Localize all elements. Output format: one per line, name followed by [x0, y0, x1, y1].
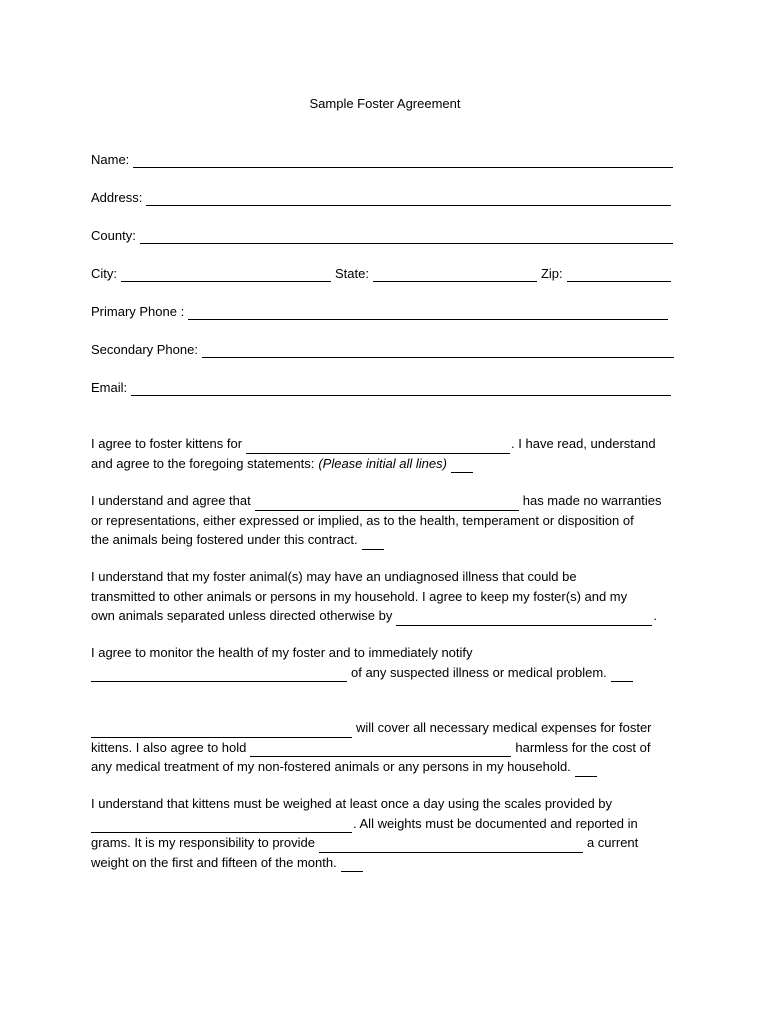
- p5-line2-text: kittens. I also agree to hold: [91, 739, 247, 755]
- secondary-phone-input-line[interactable]: [202, 345, 674, 358]
- p1-text: I agree to foster kittens for: [91, 436, 243, 451]
- weight-org-blank[interactable]: [319, 839, 583, 853]
- p1-text-end: . I have read, understand: [511, 436, 656, 451]
- p2-text: I understand and agree that: [91, 493, 251, 508]
- foster-org-blank[interactable]: [246, 440, 510, 454]
- p2-line2-text: or representations, either expressed or implied, as to the health, temperament or disposition of: [91, 512, 634, 528]
- address-field: [91, 190, 671, 206]
- name-label: Name:: [91, 152, 130, 167]
- medical-org-blank[interactable]: [91, 724, 352, 738]
- paragraph-monitor-health: [91, 643, 686, 682]
- primary-phone-field: [91, 304, 668, 320]
- p4-line1-text: I agree to monitor the health of my foster and to immediately notify: [91, 645, 473, 660]
- initial-blank-1[interactable]: [451, 459, 473, 473]
- p6-line1-text: I understand that kittens must be weighed at least once a day using the scales provided by: [91, 796, 613, 811]
- p4-line2-text: of any suspected illness or medical problem.: [351, 664, 607, 680]
- initial-blank-4[interactable]: [575, 763, 597, 777]
- city-state-zip-field: [91, 266, 671, 282]
- p3-line3-text: own animals separated unless directed otherwise by: [91, 608, 393, 623]
- state-label: State:: [335, 266, 369, 281]
- separation-org-blank[interactable]: [396, 612, 652, 626]
- county-input-line[interactable]: [140, 231, 673, 244]
- p2-line3-text: the animals being fostered under this contract.: [91, 532, 358, 547]
- initial-blank-3[interactable]: [611, 668, 633, 682]
- zip-label: Zip:: [540, 266, 563, 281]
- p6-line4-text: weight on the first and fifteen of the month.: [91, 854, 337, 870]
- notify-org-blank[interactable]: [91, 668, 347, 682]
- initial-instruction: (Please initial all lines): [318, 455, 447, 471]
- initial-blank-2[interactable]: [362, 536, 384, 550]
- paragraph-illness: [91, 567, 686, 626]
- city-input-line[interactable]: [121, 269, 331, 282]
- harmless-org-blank[interactable]: [250, 743, 511, 757]
- p5-line3-text: any medical treatment of my non-fostered animals or any persons in my household.: [91, 759, 571, 774]
- p1-line2-text: and agree to the foregoing statements:: [91, 455, 315, 471]
- p5-line2-end: harmless for the cost of: [515, 739, 651, 755]
- primary-phone-input-line[interactable]: [188, 307, 668, 320]
- initial-blank-5[interactable]: [341, 858, 363, 872]
- warranty-org-blank[interactable]: [255, 497, 519, 511]
- p3-line3-end: .: [653, 608, 657, 623]
- p5-line1-text: will cover all necessary medical expenses for foster: [356, 720, 652, 735]
- paragraph-weighing: [91, 794, 686, 872]
- state-input-line[interactable]: [373, 269, 537, 282]
- city-label: City:: [91, 266, 117, 281]
- email-label: Email:: [91, 380, 128, 395]
- document-title: Sample Foster Agreement: [309, 96, 461, 111]
- p2-text-end: has made no warranties: [522, 493, 662, 508]
- primary-phone-label: Primary Phone :: [91, 304, 185, 319]
- email-input-line[interactable]: [131, 383, 671, 396]
- zip-input-line[interactable]: [567, 269, 671, 282]
- paragraph-warranties: [91, 491, 686, 550]
- email-field: [91, 380, 671, 396]
- scales-org-blank[interactable]: [91, 819, 352, 833]
- county-field: [91, 228, 673, 244]
- secondary-phone-label: Secondary Phone:: [91, 342, 198, 357]
- name-field: [91, 152, 673, 168]
- address-label: Address:: [91, 190, 143, 205]
- p6-line3-text: grams. It is my responsibility to provide: [91, 835, 315, 850]
- p6-line2-text: . All weights must be documented and reported in: [353, 815, 638, 831]
- secondary-phone-field: [91, 342, 674, 358]
- name-input-line[interactable]: [133, 155, 673, 168]
- paragraph-medical-expenses: [91, 718, 686, 777]
- p3-line1-text: I understand that my foster animal(s) may have an undiagnosed illness that could be: [91, 569, 577, 584]
- county-label: County:: [91, 228, 136, 243]
- address-input-line[interactable]: [146, 193, 671, 206]
- p6-line3-end: a current: [586, 835, 639, 850]
- p3-line2-text: transmitted to other animals or persons in my household. I agree to keep my foster(s) and my: [91, 588, 628, 604]
- paragraph-foster-duration: [91, 434, 686, 473]
